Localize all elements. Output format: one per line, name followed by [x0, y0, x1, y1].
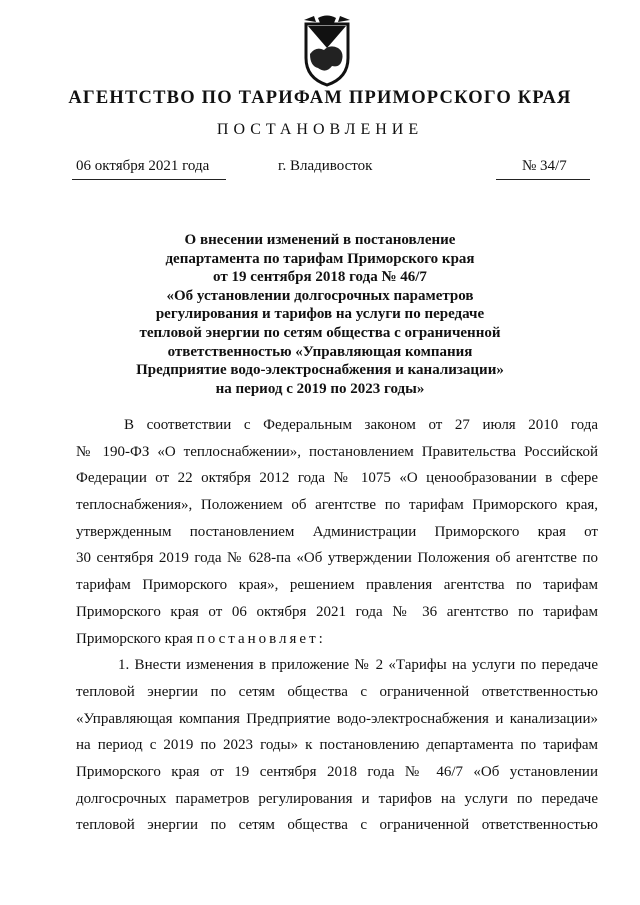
- body-line: долгосрочных параметров регулирования и тарифов на услуги по передаче: [76, 790, 598, 807]
- body-line: теплоснабжения», Положением об агентстве по тарифам Приморского края,: [76, 497, 598, 514]
- document-type: ПОСТАНОВЛЕНИЕ: [216, 121, 424, 138]
- body-line: Приморского края от 06 октября 2021 года № 36 агентство по тарифам: [76, 603, 598, 620]
- body-line-resolution: [76, 626, 598, 653]
- body-line: тепловой энергии по сетям общества с ограниченной ответственностью: [76, 817, 598, 834]
- body-line: Приморского края от 19 сентября 2018 года № 46/7 «Об установлении: [76, 763, 598, 780]
- title-line: тепловой энергии по сетям общества с ограниченной: [139, 324, 501, 341]
- title-line: ответственностью «Управляющая компания: [167, 343, 473, 360]
- title-line: департамента по тарифам Приморского края: [165, 250, 475, 267]
- agency-name: АГЕНТСТВО ПО ТАРИФАМ ПРИМОРСКОГО КРАЯ: [68, 88, 572, 108]
- title-line: О внесении изменений в постановление: [184, 232, 456, 248]
- body-line: тепловой энергии по сетям общества с ограниченной ответственностью: [76, 683, 598, 700]
- body-line: тарифам Приморского края», решением правления агентства по тарифам: [76, 577, 598, 594]
- title-line: на период с 2019 по 2023 годы»: [215, 380, 425, 397]
- body-line: утвержденным постановлением Администрации Приморского края от: [76, 523, 598, 540]
- title-line: «Об установлении долгосрочных параметров: [166, 287, 474, 304]
- document-date: 06 октября 2021 года: [76, 158, 210, 174]
- body-line: 30 сентября 2019 года № 628-па «Об утверждении Положения об агентстве по: [76, 550, 598, 567]
- document-title: [100, 231, 540, 398]
- body-line: Федерации от 22 октября 2012 года № 1075 «О ценообразовании в сфере: [76, 470, 598, 487]
- body-line: В соответствии с Федеральным законом от 27 июля 2010 года: [124, 417, 598, 433]
- title-line: от 19 сентября 2018 года № 46/7: [213, 269, 427, 286]
- document-body: [76, 412, 598, 839]
- title-line: Предприятие водо-электроснабжения и канализации»: [136, 362, 504, 379]
- resolves-word: постановляет:: [196, 630, 326, 647]
- title-line: регулирования и тарифов на услуги по передаче: [155, 306, 485, 323]
- number-underline: [496, 179, 590, 180]
- date-underline: [72, 179, 226, 180]
- document-number: № 34/7: [522, 158, 567, 174]
- body-line: «Управляющая компания Предприятие водо-электроснабжения и канализации»: [76, 710, 598, 727]
- body-line-text: Приморского края: [76, 630, 193, 647]
- coat-of-arms-emblem: [296, 14, 358, 88]
- body-line: 1. Внести изменения в приложение № 2 «Тарифы на услуги по передаче: [118, 657, 598, 674]
- body-line: № 190-ФЗ «О теплоснабжении», постановлением Правительства Российской: [76, 443, 598, 460]
- body-line: на период с 2019 по 2023 годы» к постановлению департамента по тарифам: [76, 737, 598, 754]
- document-city: г. Владивосток: [278, 158, 373, 174]
